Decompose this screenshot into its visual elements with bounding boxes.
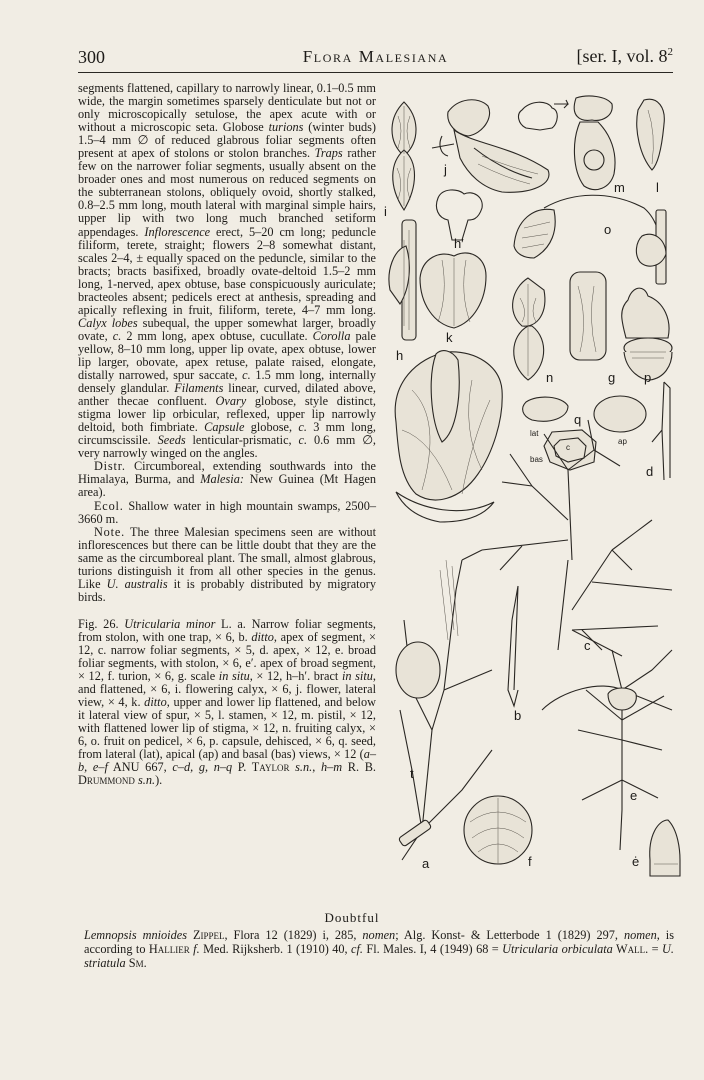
drawing-g [570,272,606,360]
description-column [78,82,376,787]
drawing-p [622,288,672,380]
figure-svg [382,90,682,890]
fig-label-n: n [546,370,554,385]
drawing-e-prime [650,820,680,876]
fig-label-l: l [656,180,659,195]
drawing-o [514,195,666,284]
fig-label-i: i [384,204,387,219]
running-head [78,44,673,73]
fig-label-j: j [444,162,447,177]
fig-label-b: b [514,708,522,723]
drawing-f [464,796,532,864]
fig-label-lat: lat [530,429,539,438]
doubtful-paragraph: Lemnopsis mnioides Zippel, Flora 12 (1829) i, 285, nomen; Alg. Konst- & Letterbode 1 (1829) 297, nomen, is according to Hallier f. Med. Rijksherb. 1 (1910) 40, cf. Fl. Males. I, 4 (1949) 68 = Utricularia orbiculata Wall. = U. striatula Sm. [84,928,674,970]
fig-label-c-seed: c [566,443,570,452]
description-paragraph: segments flattened, capillary to narrowly linear, 0.1–0.5 mm wide, the margin sometimes sparsely denticulate but not or only microscopically setulose, the apex acute with or without a microscopic seta. Globose turions (winter buds) 1.5–4 mm ∅ of reduced glabrous foliar segments often present at apex of stolons or stolon branches. Traps rather few on the narrower foliar segments, usually absent on the broader ones and most numerous on reduced segments on the subterranean stolons, obliquely ovoid, shortly stalked, 0.8–2.5 mm long, mouth lateral with marginal simple hairs, upper lip with two long much branched setiform appendages. Inflorescence erect, 5–20 cm long; peduncle filiform, terete, straight; flowers 2–8 somewhat distant, scales 2–4, ± equally spaced on the peduncle, similar to the bracts; bracts basifixed, broadly ovate-deltoid 1.5–2 mm long, 1-nerved, apex obtuse, base conspicuously auriculate; bracteoles absent; pedicels erect at anthesis, spreading and apically reflexing in fruit, filiform, terete, 4–7 mm long. Calyx lobes subequal, the upper somewhat larger, broadly ovate, c. 2 mm long, apex obtuse, cucullate. Corolla pale yellow, 8–10 mm long, upper lip ovate, apex obtuse, lower lip larger, obovate, apex retuse, palate raised, elongate, distally narrowed, spur saccate, c. 1.5 mm long, internally densely glandular. Filaments linear, curved, dilated above, anther thecae confluent. Ovary globose, style distinct, stigma lower lip orbicular, reflexed, upper lip narrowly deltoid, both fimbriate. Capsule globose, c. 3 mm long, circumscissile. Seeds lenticular-prismatic, c. 0.6 mm ∅, very narrowly winged on the angles. [78,81,377,461]
running-title: Flora Malesiana [302,47,449,66]
fig-label-a: a [422,856,430,871]
distribution-paragraph: Distr. Circumboreal, extending southwards into the Himalaya, Burma, and Malesia: New Guinea (Mt Hagen area). [78,459,376,500]
drawing-h [389,220,416,340]
fig-label-bas: bas [530,455,543,464]
drawing-j [432,100,549,193]
fig-label-h-prime: h′ [454,236,464,251]
fig-label-t: t [410,766,414,781]
ecology-paragraph: Ecol. Shallow water in high mountain swamps, 2500–3660 m. [78,498,376,526]
doubtful-section [84,929,674,970]
drawing-l [637,99,665,170]
note-paragraph: Note. The three Malesian specimens seen are without inflorescences but there can be little doubt that they are the same as the circumboreal plant. The small, almost glabrous, turions distinguish it from all other species in the genus. Like U. australis it is probably distributed by migratory birds. [78,524,376,604]
fig-label-g: g [608,370,616,385]
page-number: 300 [78,47,105,67]
series-reference: [ser. I, vol. $8^2$ [576,46,673,66]
fig-label-e-dot: ė [632,854,640,869]
doubtful-heading: Doubtful [324,910,380,925]
figure-caption: Fig. 26. Utricularia minor L. a. Narrow foliar segments, from stolon, with one trap, × 6, b. ditto, apex of segment, × 12, c. narrow foliar segments, × 5, d. apex, × 12, e. broad foliar segments, with stolon, × 6, e′. apex of broad segment, × 12, f. turion, × 6, g. scale in situ, × 12, h–h′. bract in situ, and flattened, × 6, i. flowering calyx, × 6, j. flower, lateral view, × 4, k. ditto, upper and lower lip flattened, and below it lateral view of spur, × 5, l. stamen, × 12, m. pistil, × 12, with flattened lower lip of stigma, × 12, n. fruiting calyx, × 6, o. fruit on pedicel, × 6, p. capsule, dehisced, × 6, q. seed, from lateral (lat), apical (ap) and basal (bas) views, × 12 (a–b, e–f ANU 667, c–d, g, n–q P. Taylor s.n., h–m R. B. Drummond s.n.). [78,616,376,788]
fig-label-o: o [604,222,612,237]
fig-label-h: h [396,348,404,363]
drawing-b [508,586,518,706]
fig-label-q: q [574,412,582,427]
fig-label-f: f [528,854,532,869]
fig-label-c: c [584,638,591,653]
drawing-d [652,382,670,480]
drawing-e [542,630,672,850]
fig-label-d: d [646,464,654,479]
botanical-illustration [382,90,682,890]
drawing-k [420,253,486,328]
drawing-i [392,102,416,210]
fig-label-m: m [614,180,625,195]
fig-label-e: e [630,788,638,803]
drawing-n [513,278,545,380]
fig-label-k: k [446,330,453,345]
drawing-k-lower-lip [395,351,502,522]
drawing-m [574,96,615,190]
fig-label-ap: ap [618,437,627,446]
fig-label-p: p [644,370,652,385]
